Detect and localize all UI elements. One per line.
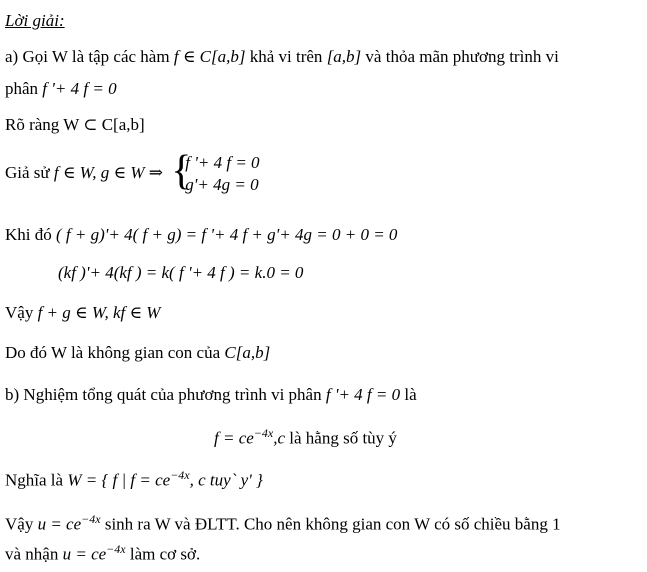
conclusion-text2: sinh ra W và ĐLTT. Cho nên không gian con W có số chiều bằng 1 bbox=[104, 514, 561, 534]
part-a-intro-text3: và thỏa mãn phương trình vi bbox=[365, 47, 559, 66]
system-eq2: g'+ 4g = 0 bbox=[185, 175, 259, 194]
part-a-intro-math1: f ∈ C[a,b] bbox=[173, 47, 246, 66]
conclusion-math1: u = ce bbox=[37, 514, 82, 534]
means-math-part2: , c tuy` y' } bbox=[189, 470, 263, 490]
so-math: f + g ∈ W, kf ∈ W bbox=[37, 303, 161, 322]
conclusion-line1 bbox=[5, 508, 561, 536]
so-line bbox=[5, 302, 160, 324]
suppose-line bbox=[5, 148, 260, 196]
part-a-intro-math2: [a,b] bbox=[326, 47, 362, 66]
means-text: Nghĩa là bbox=[5, 470, 64, 490]
conclusion-exponent2: −4x bbox=[106, 542, 126, 556]
part-b-intro-line bbox=[5, 384, 417, 406]
part-b-intro-text2: là bbox=[404, 385, 417, 404]
kf-line bbox=[58, 262, 303, 284]
conclusion-math2: u = ce bbox=[62, 544, 107, 564]
conclusion-line2 bbox=[5, 538, 200, 566]
general-solution-c: ,c bbox=[273, 428, 286, 448]
therefore-line bbox=[5, 342, 270, 364]
suppose-text: Giả sử bbox=[5, 162, 50, 182]
then-line bbox=[5, 224, 397, 246]
equation-system bbox=[171, 148, 260, 196]
so-text: Vậy bbox=[5, 303, 34, 322]
therefore-text: Do đó W là không gian con của bbox=[5, 343, 221, 362]
general-solution-text: là hằng số tùy ý bbox=[289, 428, 397, 448]
part-a-intro-text2: khả vi trên bbox=[249, 47, 323, 66]
suppose-math: f ∈ W, g ∈ W ⇒ bbox=[53, 162, 164, 182]
conclusion-text3: và nhận bbox=[5, 544, 59, 564]
system-brace: { bbox=[171, 148, 192, 194]
part-a-intro-text4: phân bbox=[5, 79, 39, 98]
then-math: ( f + g)'+ 4( f + g) = f '+ 4 f + g'+ 4g = 0 + 0 = 0 bbox=[56, 225, 398, 244]
general-solution-exponent: −4x bbox=[253, 426, 274, 440]
general-solution-math: f = ce bbox=[214, 428, 254, 448]
then-text: Khi đó bbox=[5, 225, 52, 244]
clear-statement: Rõ ràng W ⊂ C[a,b] bbox=[5, 115, 145, 134]
conclusion-exponent1: −4x bbox=[81, 512, 101, 526]
therefore-math: C[a,b] bbox=[224, 343, 271, 362]
general-solution-line bbox=[214, 422, 397, 450]
conclusion-text1: Vậy bbox=[5, 514, 34, 534]
kf-math: (kf )'+ 4(kf ) = k( f '+ 4 f ) = k.0 = 0 bbox=[58, 263, 304, 282]
means-exponent: −4x bbox=[170, 468, 190, 482]
part-a-intro-line2 bbox=[5, 78, 117, 100]
part-b-intro-text1: b) Nghiệm tổng quát của phương trình vi phân bbox=[5, 385, 322, 404]
means-math-part1: W = { f | f = ce bbox=[67, 470, 171, 490]
part-a-intro-line1 bbox=[5, 46, 559, 68]
conclusion-text4: làm cơ sở. bbox=[129, 544, 201, 564]
part-a-intro-text1: a) Gọi W là tập các hàm bbox=[5, 47, 170, 66]
solution-title: Lời giải: bbox=[5, 11, 65, 30]
part-a-intro-math3: f '+ 4 f = 0 bbox=[42, 79, 117, 98]
system-eq1: f '+ 4 f = 0 bbox=[185, 153, 260, 172]
means-line bbox=[5, 464, 263, 492]
part-b-intro-math: f '+ 4 f = 0 bbox=[325, 385, 401, 404]
